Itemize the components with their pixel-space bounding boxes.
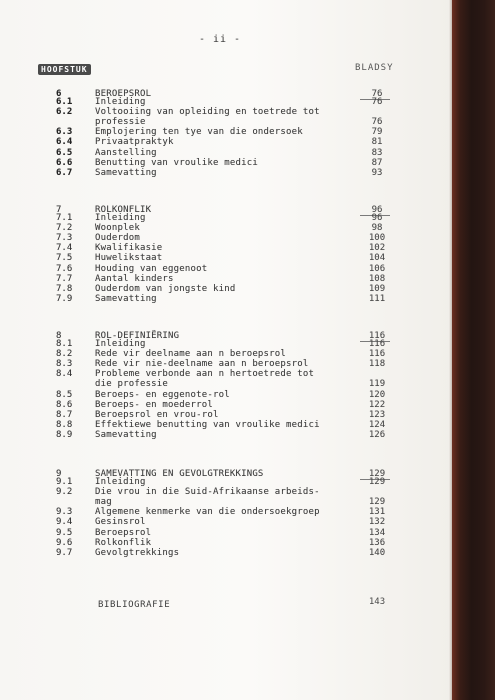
section-page: 122 [368, 399, 386, 410]
toc-entry [0, 487, 452, 497]
section-page: 124 [368, 419, 386, 430]
section-title: Voltooiing van opleiding en toetrede tot [95, 107, 320, 118]
section-number: 9.3 [56, 507, 73, 518]
toc-entry [0, 349, 452, 359]
section-title: Beroepsrol en vrou-rol [95, 409, 219, 420]
chapter-number: 7 [56, 205, 62, 215]
section-page: 83 [371, 147, 383, 158]
section-number: 7.5 [56, 253, 73, 264]
section-number: 9.4 [56, 517, 73, 528]
toc-entry [0, 410, 452, 420]
section-number: 8.9 [56, 429, 73, 440]
chapter-title: BEROEPSROL [95, 89, 152, 99]
section-page: 131 [368, 507, 386, 518]
section-number: 8.5 [56, 389, 73, 400]
toc-entry [0, 420, 452, 430]
chapter-column-heading: HOOFSTUK [38, 64, 91, 75]
section-number: 9.6 [56, 537, 73, 548]
toc-entry [0, 264, 452, 274]
page-number: - ii - [198, 34, 242, 45]
section-page: 123 [368, 409, 386, 420]
toc-entry [0, 117, 452, 127]
section-number: 8.6 [56, 399, 73, 410]
section-title: Ouderdom van jongste kind [95, 283, 236, 294]
section-title: Privaatpraktyk [95, 137, 174, 148]
section-title: Beroeps- en eggenote-rol [95, 389, 230, 400]
toc-entry [0, 369, 452, 379]
section-page: 129 [368, 497, 386, 508]
section-number: 7.4 [56, 243, 73, 254]
section-title: Aantal kinders [95, 273, 174, 284]
section-page: 79 [371, 127, 383, 138]
section-number: 7.2 [56, 223, 73, 234]
section-title: Probleme verbonde aan n hertoetrede tot [95, 369, 315, 380]
section-title: Kwalifikasie [95, 243, 163, 254]
section-title: Rolkonflik [95, 537, 152, 548]
section-title: Emplojering ten tye van die ondersoek [95, 127, 303, 138]
toc-entry [0, 284, 452, 294]
section-page: 108 [368, 273, 386, 284]
section-page: 87 [371, 157, 383, 168]
toc-entry [0, 127, 452, 137]
toc-entry [0, 213, 452, 223]
section-page: 93 [371, 167, 383, 178]
section-title: Inleiding [95, 477, 146, 487]
section-number: 6.2 [56, 107, 73, 118]
toc-entry [0, 243, 452, 253]
toc-entry [0, 400, 452, 410]
section-title: Huwelikstaat [95, 253, 163, 264]
section-page: 119 [368, 379, 386, 390]
section-number: 8.3 [56, 359, 73, 370]
section-number: 7.6 [56, 263, 73, 274]
section-number: 6.3 [56, 127, 73, 138]
section-title: Beroepsrol [95, 527, 152, 538]
section-number: 9.1 [56, 477, 73, 487]
section-title: Benutting van vroulike medici [95, 157, 258, 168]
section-title: die professie [95, 379, 169, 390]
toc-entry [0, 97, 452, 107]
section-page: 111 [368, 293, 386, 304]
section-title: Samevatting [95, 293, 157, 304]
toc-entry [0, 107, 452, 117]
section-number: 9.5 [56, 527, 73, 538]
toc-entry [0, 390, 452, 400]
section-number: 8.4 [56, 369, 73, 380]
toc-entry [0, 379, 452, 389]
book-binding [452, 0, 495, 700]
section-number: 7.9 [56, 293, 73, 304]
section-title: Samevatting [95, 429, 157, 440]
chapter-title: ROLKONFLIK [95, 205, 152, 215]
section-title: Beroeps- en moederrol [95, 399, 213, 410]
section-page: 116 [368, 349, 386, 360]
section-number: 6.1 [56, 97, 73, 107]
chapter-title: ROL-DEFINIËRING [95, 331, 180, 341]
section-title: Ouderdom [95, 233, 140, 244]
section-number: 9.7 [56, 547, 73, 558]
section-page: 81 [371, 137, 383, 148]
toc-entry [0, 294, 452, 304]
toc-entry [0, 548, 452, 558]
section-title: Die vrou in die Suid-Afrikaanse arbeids- [95, 487, 320, 498]
section-number: 8.7 [56, 409, 73, 420]
section-page: 134 [368, 527, 386, 538]
toc-entry [0, 359, 452, 369]
section-title: Inleiding [95, 97, 146, 107]
section-title: Effektiewe benutting van vroulike medici [95, 419, 320, 430]
section-number: 8.1 [56, 339, 73, 349]
chapter-page: 116 [368, 331, 386, 341]
section-page: 100 [368, 233, 386, 244]
toc-entry [0, 497, 452, 507]
section-page: 76 [371, 97, 383, 107]
section-page: 129 [368, 477, 386, 487]
toc-entry [0, 528, 452, 538]
chapter-page: 129 [368, 469, 386, 479]
page-column-heading: BLADSY [355, 63, 394, 73]
bibliography-page: 143 [368, 597, 386, 607]
section-number: 9.2 [56, 487, 73, 498]
toc-entry [0, 517, 452, 527]
section-title: mag [95, 497, 112, 508]
toc-entry [0, 430, 452, 440]
toc-entry [0, 477, 452, 487]
section-title: Rede vir deelname aan n beroepsrol [95, 349, 287, 360]
toc-entry [0, 137, 452, 147]
section-page: 126 [368, 429, 386, 440]
section-title: Inleiding [95, 339, 146, 349]
section-page: 106 [368, 263, 386, 274]
section-number: 7.1 [56, 213, 73, 223]
section-title: Inleiding [95, 213, 146, 223]
chapter-page: 96 [371, 205, 383, 215]
section-title: Aanstelling [95, 147, 157, 158]
section-title: Algemene kenmerke van die ondersoekgroep [95, 507, 320, 518]
section-title: Gevolgtrekkings [95, 547, 180, 558]
section-number: 6.7 [56, 167, 73, 178]
toc-entry [0, 274, 452, 284]
section-page: 76 [371, 117, 383, 128]
section-page: 98 [371, 223, 383, 234]
section-title: Samevatting [95, 167, 157, 178]
toc-entry [0, 538, 452, 548]
toc-entry [0, 158, 452, 168]
section-page: 136 [368, 537, 386, 548]
section-page: 132 [368, 517, 386, 528]
section-number: 7.7 [56, 273, 73, 284]
section-title: Rede vir nie-deelname aan n beroepsrol [95, 359, 309, 370]
toc-entry [0, 253, 452, 263]
section-number: 7.8 [56, 283, 73, 294]
section-page: 140 [368, 547, 386, 558]
chapter-page: 76 [371, 89, 383, 99]
chapter-title: SAMEVATTING EN GEVOLGTREKKINGS [95, 469, 264, 479]
section-page: 120 [368, 389, 386, 400]
toc-entry [0, 507, 452, 517]
section-number: 8.8 [56, 419, 73, 430]
chapter-number: 8 [56, 331, 62, 341]
section-number: 6.4 [56, 137, 73, 148]
section-title: Gesinsrol [95, 517, 146, 528]
section-title: Houding van eggenoot [95, 263, 208, 274]
section-page: 116 [368, 339, 386, 349]
toc-entry [0, 233, 452, 243]
toc-entry [0, 168, 452, 178]
section-number: 6.5 [56, 147, 73, 158]
section-number: 8.2 [56, 349, 73, 360]
toc-entry [0, 223, 452, 233]
section-number: 6.6 [56, 157, 73, 168]
chapter-number: 9 [56, 469, 62, 479]
section-page: 118 [368, 359, 386, 370]
section-number: 7.3 [56, 233, 73, 244]
section-title: Woonplek [95, 223, 140, 234]
section-page: 104 [368, 253, 386, 264]
section-page: 102 [368, 243, 386, 254]
section-title: professie [95, 117, 146, 128]
section-page: 96 [371, 213, 383, 223]
chapter-number: 6 [56, 89, 62, 99]
section-page: 109 [368, 283, 386, 294]
toc-entry [0, 148, 452, 158]
toc-entry [0, 339, 452, 349]
bibliography-title: BIBLIOGRAFIE [98, 600, 171, 610]
